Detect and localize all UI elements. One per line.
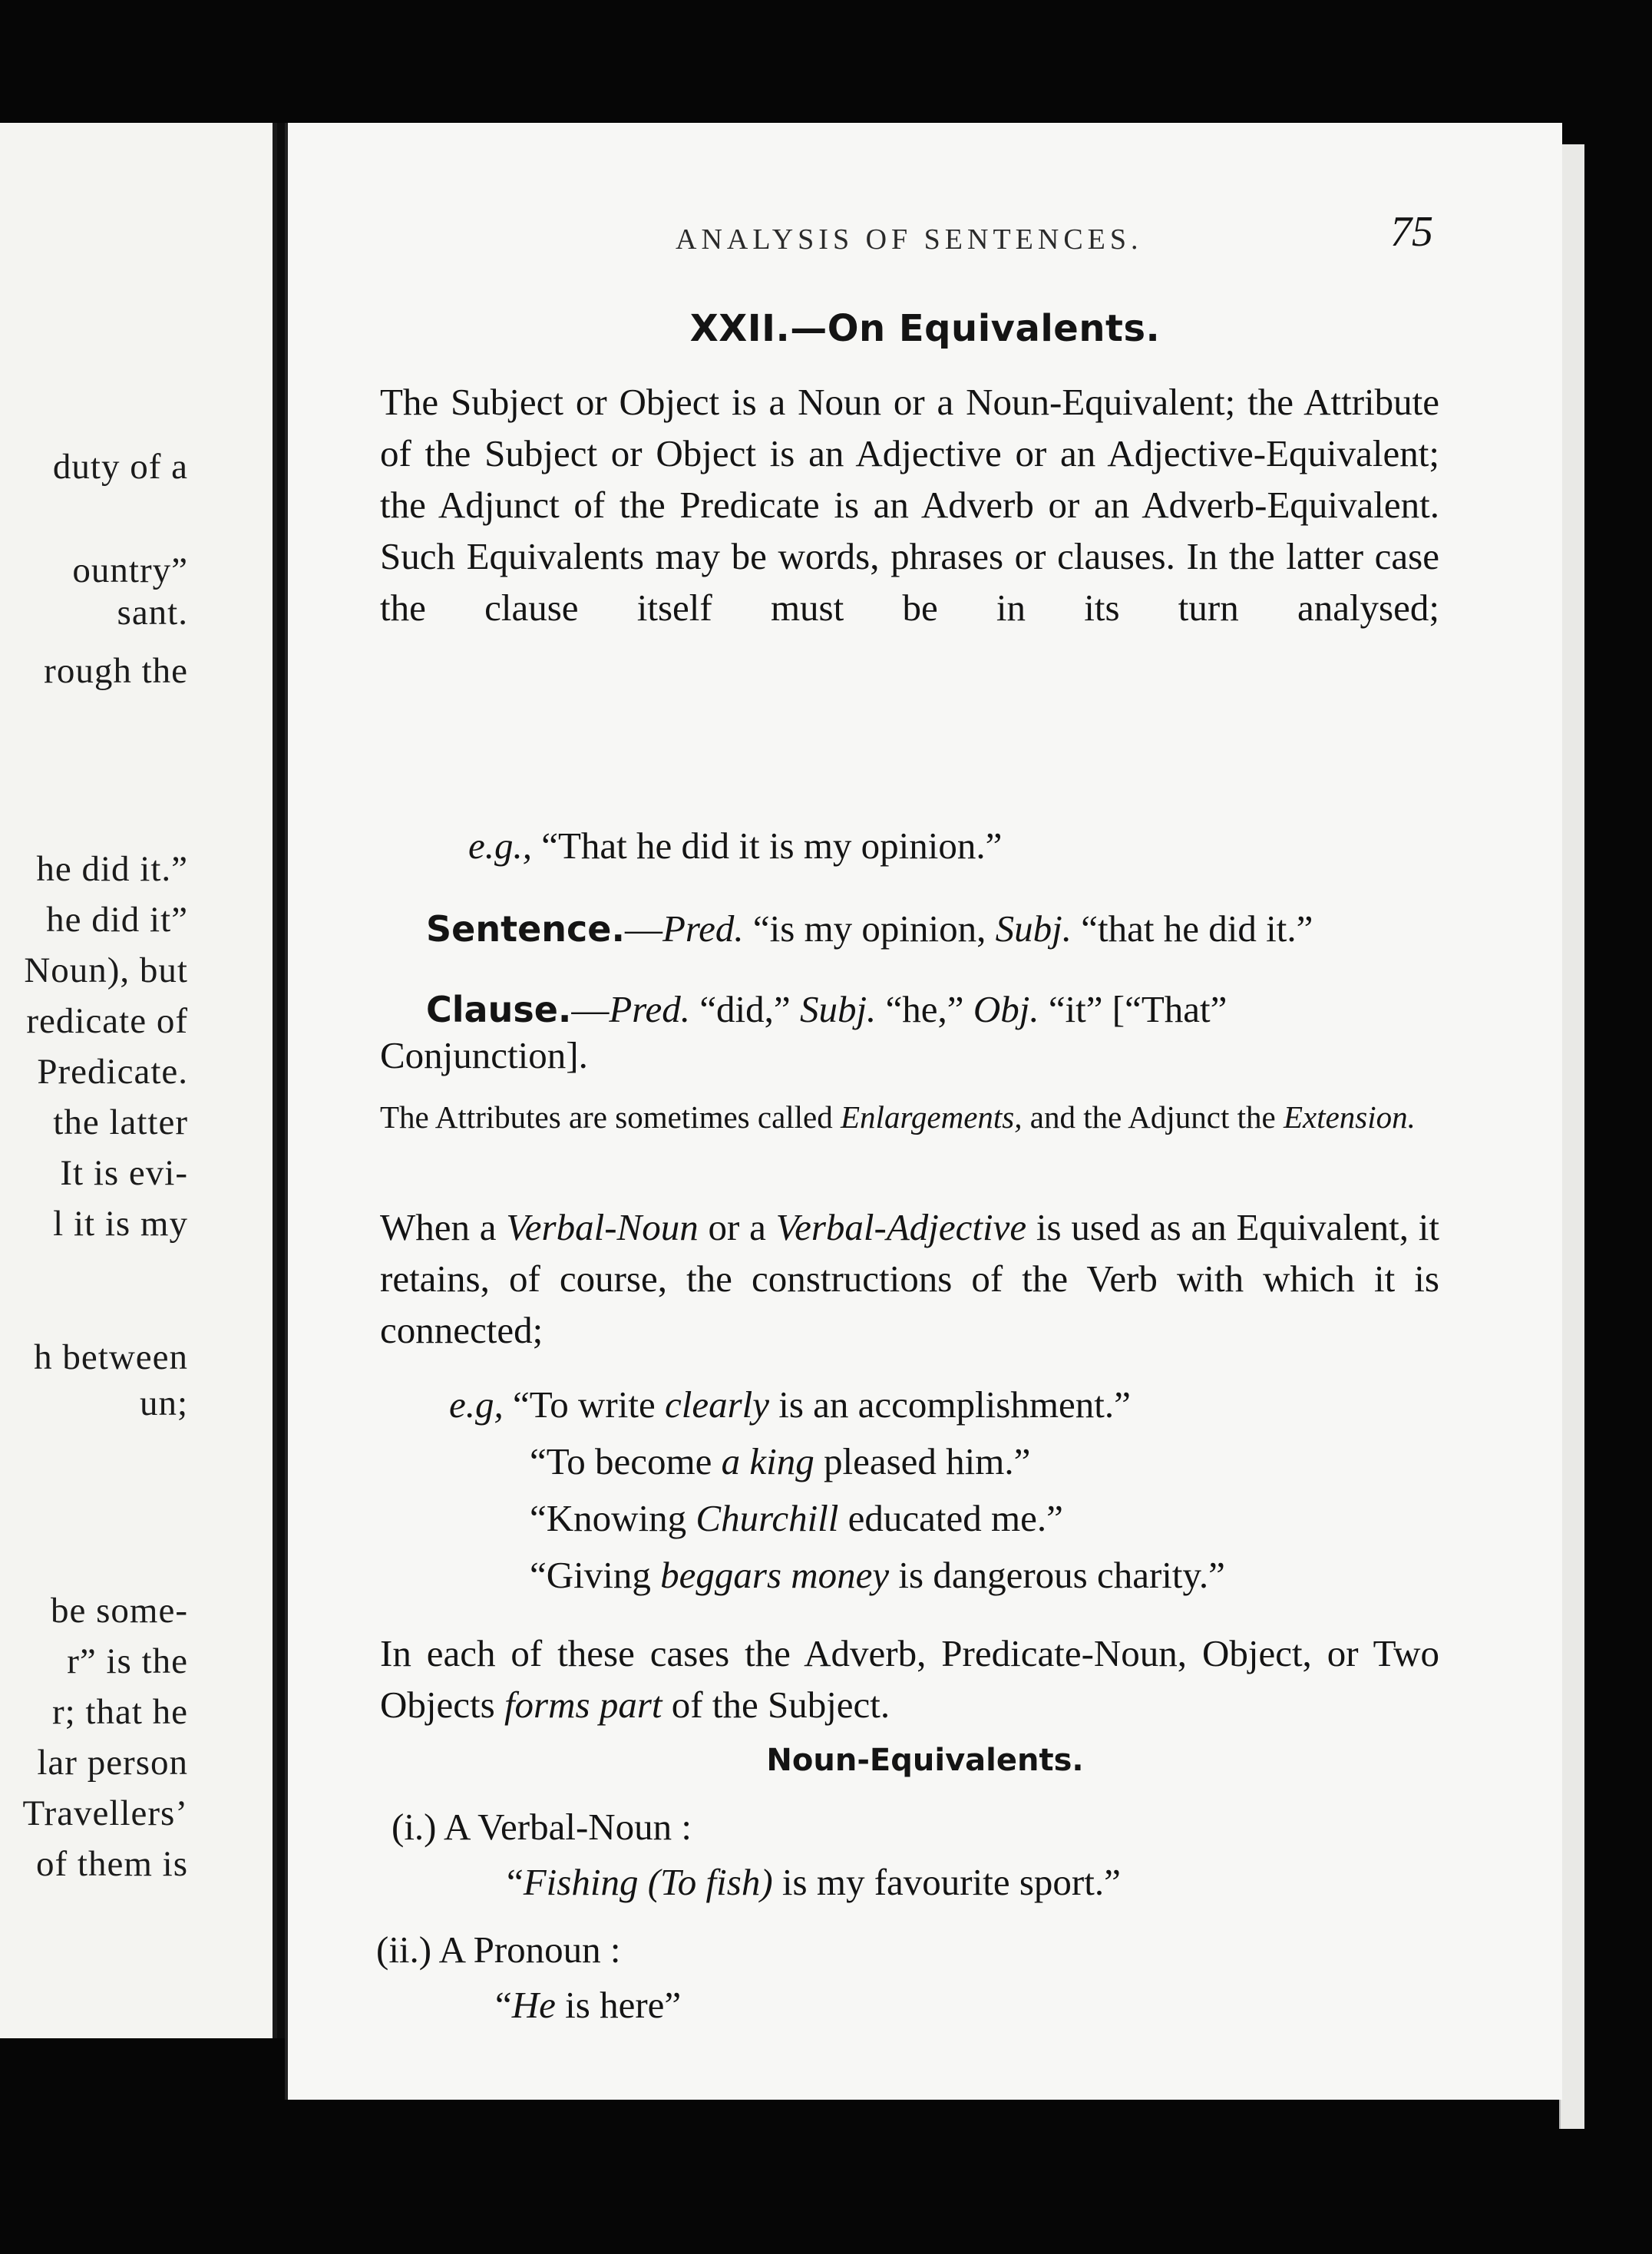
right-page (285, 123, 1562, 2100)
paragraph-cases (380, 1628, 1439, 1730)
eg-abbreviation: e.g., (468, 825, 532, 867)
left-page-line: un; (139, 1383, 188, 1423)
note-term: Enlargements, (841, 1099, 1023, 1135)
list-item-example (495, 1982, 681, 2028)
example-emphasis: a king (721, 1440, 814, 1482)
example-emphasis: clearly (664, 1383, 769, 1426)
example-line (449, 1382, 1131, 1428)
left-page-line: r” is the (67, 1641, 188, 1681)
para-text: of the Subject. (671, 1684, 890, 1726)
example-text: is dangerous charity.” (898, 1554, 1225, 1596)
example-text: pleased him.” (824, 1440, 1031, 1482)
left-page-line: r; that he (51, 1692, 188, 1732)
subheading-noun-equivalents: Noun-Equivalents. (766, 1743, 1084, 1778)
running-head: ANALYSIS OF SENTENCES. (676, 223, 1143, 256)
example-text: “That he did it is my opinion.” (541, 825, 1003, 867)
list-number: (i.) (392, 1806, 437, 1848)
example-text: “Knowing (530, 1497, 687, 1539)
left-page-line: h between (34, 1337, 188, 1377)
left-page-line: sant. (117, 593, 188, 633)
clause-continuation: Conjunction]. (380, 1034, 588, 1076)
sentence-analysis-line (426, 906, 1313, 952)
subj-label: Subj. (995, 907, 1072, 950)
list-item (376, 1927, 621, 1973)
example-text: “Giving (530, 1554, 651, 1596)
left-page-line: Travellers’ (22, 1793, 188, 1833)
example-text: is here” (565, 1984, 682, 2026)
left-page-line: of them is (36, 1844, 188, 1884)
left-page-line: l it is my (53, 1204, 188, 1244)
clause-analysis-line (426, 987, 1227, 1033)
example-text: is an accomplishment.” (778, 1383, 1131, 1426)
eg-abbreviation: e.g, (449, 1383, 504, 1426)
subj-text: “that he did it.” (1081, 907, 1313, 950)
example-text: “To write (513, 1383, 656, 1426)
quote-mark: “ (495, 1984, 512, 2026)
list-item (392, 1804, 692, 1850)
left-page-line: It is evi- (60, 1153, 188, 1193)
left-page-line: rough the (44, 651, 188, 691)
pred-text: “did,” (699, 988, 791, 1030)
left-page (0, 123, 277, 2038)
obj-text: “it” [“That” (1048, 988, 1227, 1030)
example-line (530, 1439, 1030, 1485)
example-emphasis: beggars money (660, 1554, 890, 1596)
sentence-label: Sentence. (426, 908, 625, 950)
subj-label: Subj. (799, 988, 877, 1030)
left-page-line: duty of a (52, 447, 188, 487)
dash: — (571, 988, 610, 1030)
page-edge (1559, 144, 1584, 2129)
left-page-line: ountry” (72, 550, 188, 590)
paragraph-verbal-equivalents (380, 1201, 1439, 1356)
page-number: 75 (1390, 208, 1433, 256)
list-label: A Pronoun : (438, 1928, 621, 1971)
section-heading: XXII.—On Equivalents. (689, 307, 1161, 350)
list-item-example (507, 1859, 1121, 1905)
left-page-line: be some- (51, 1591, 188, 1631)
left-page-line: Predicate. (37, 1052, 188, 1092)
example-line (468, 823, 1002, 869)
paragraph-equivalents-intro: The Subject or Object is a Noun or a Noun-Equivalent; the Attribute of the Subject or Object is an Adjective or an Adjective-Equivalent; the Adjunct of the Predicate is an Adverb or an Adverb-Equivalent. Such Equivalents may be words, phrases or clauses. In the latter case the clause itself must be in its turn analysed; (380, 381, 1439, 629)
list-number: (ii.) (376, 1928, 432, 1971)
note-attributes (380, 1096, 1439, 1138)
example-emphasis: Churchill (695, 1497, 839, 1539)
left-page-line: lar person (37, 1743, 188, 1783)
book-gutter (277, 123, 285, 2038)
example-line (530, 1552, 1225, 1598)
note-text: and the Adjunct the (1029, 1099, 1276, 1135)
example-line (530, 1496, 1063, 1542)
para-text: or a (708, 1206, 766, 1248)
term-verbal-adjective: Verbal-Adjective (775, 1206, 1027, 1248)
para-text: is used as an Equivalent, it retains, of course, the constructions of the Verb with which it is connected; (380, 1206, 1440, 1351)
left-page-line: he did it” (46, 900, 188, 940)
left-page-line: redicate of (26, 1001, 188, 1041)
clause-label: Clause. (426, 989, 572, 1030)
dash: — (624, 907, 662, 950)
left-page-line: Noun), but (24, 950, 188, 990)
pred-text: “is my opinion, (752, 907, 986, 950)
note-text: The Attributes are sometimes called (380, 1099, 833, 1135)
obj-label: Obj. (973, 988, 1039, 1030)
subj-text: “he,” (885, 988, 964, 1030)
example-emphasis: He (511, 1984, 556, 2026)
para-text: In each of these cases the Adverb, Predicate-Noun, Object, or Two Objects (380, 1632, 1439, 1726)
note-term: Extension. (1283, 1099, 1416, 1135)
example-text: is my favourite sport.” (781, 1861, 1121, 1903)
pred-label: Pred. (609, 988, 691, 1030)
left-page-line: the latter (53, 1102, 188, 1142)
emphasis-forms-part: forms part (504, 1684, 662, 1726)
quote-mark: “ (507, 1861, 524, 1903)
example-text: educated me.” (847, 1497, 1063, 1539)
left-page-line: he did it.” (36, 849, 188, 889)
example-text: “To become (530, 1440, 712, 1482)
term-verbal-noun: Verbal-Noun (506, 1206, 699, 1248)
pred-label: Pred. (662, 907, 744, 950)
para-text: When a (380, 1206, 497, 1248)
list-label: A Verbal-Noun : (444, 1806, 692, 1848)
example-emphasis: Fishing (To fish) (523, 1861, 773, 1903)
